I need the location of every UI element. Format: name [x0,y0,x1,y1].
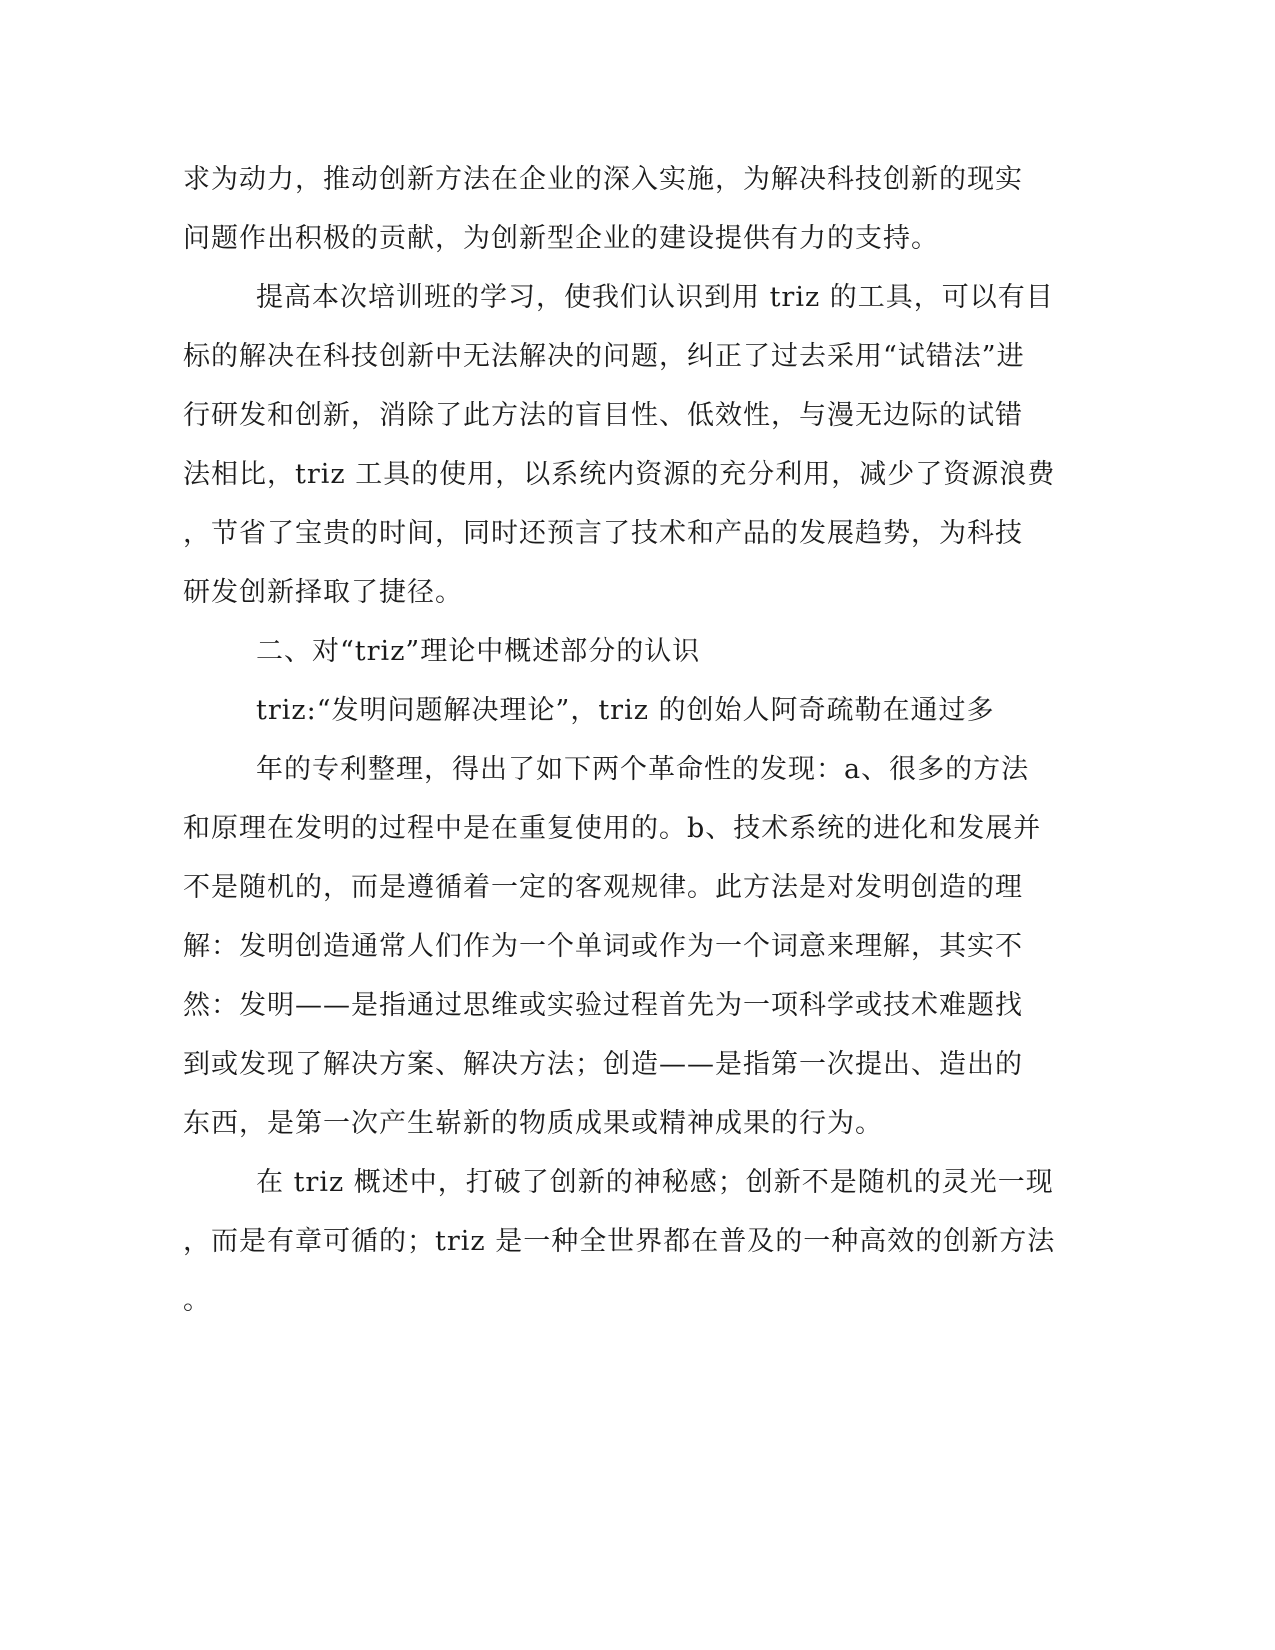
text-line: 。 [183,1285,211,1316]
text-line: 和原理在发明的过程中是在重复使用的。b、技术系统的进化和发展并 [183,813,1042,844]
text-line: 东西，是第一次产生崭新的物质成果或精神成果的行为。 [183,1108,883,1139]
text-line: 法相比，triz 工具的使用，以系统内资源的充分利用，减少了资源浪费 [183,459,1056,490]
text-line: 到或发现了解决方案、解决方法；创造——是指第一次提出、造出的 [183,1049,1023,1080]
paragraph-start-line: 在 triz 概述中，打破了创新的神秘感；创新不是随机的灵光一现 [256,1167,1054,1198]
paragraph-start-line: 年的专利整理，得出了如下两个革命性的发现：a、很多的方法 [256,754,1030,785]
text-line: ，而是有章可循的；triz 是一种全世界都在普及的一种高效的创新方法 [183,1226,1056,1257]
text-line: 行研发和创新，消除了此方法的盲目性、低效性，与漫无边际的试错 [183,400,1023,431]
section-heading: 二、对“triz”理论中概述部分的认识 [256,636,701,667]
text-line: 标的解决在科技创新中无法解决的问题，纠正了过去采用“试错法”进 [183,341,1025,372]
text-line: 解：发明创造通常人们作为一个单词或作为一个词意来理解，其实不 [183,931,1023,962]
text-line: 问题作出积极的贡献，为创新型企业的建设提供有力的支持。 [183,223,939,254]
text-line: 研发创新择取了捷径。 [183,577,463,608]
text-line: ，节省了宝贵的时间，同时还预言了技术和产品的发展趋势，为科技 [183,518,1023,549]
paragraph-start-line: triz:“发明问题解决理论”，triz 的创始人阿奇疏勒在通过多 [256,695,995,726]
paragraph-start-line: 提高本次培训班的学习，使我们认识到用 triz 的工具，可以有目 [256,282,1054,313]
text-line: 然：发明——是指通过思维或实验过程首先为一项科学或技术难题找 [183,990,1023,1021]
text-line: 不是随机的，而是遵循着一定的客观规律。此方法是对发明创造的理 [183,872,1023,903]
text-line: 求为动力，推动创新方法在企业的深入实施，为解决科技创新的现实 [183,164,1023,195]
